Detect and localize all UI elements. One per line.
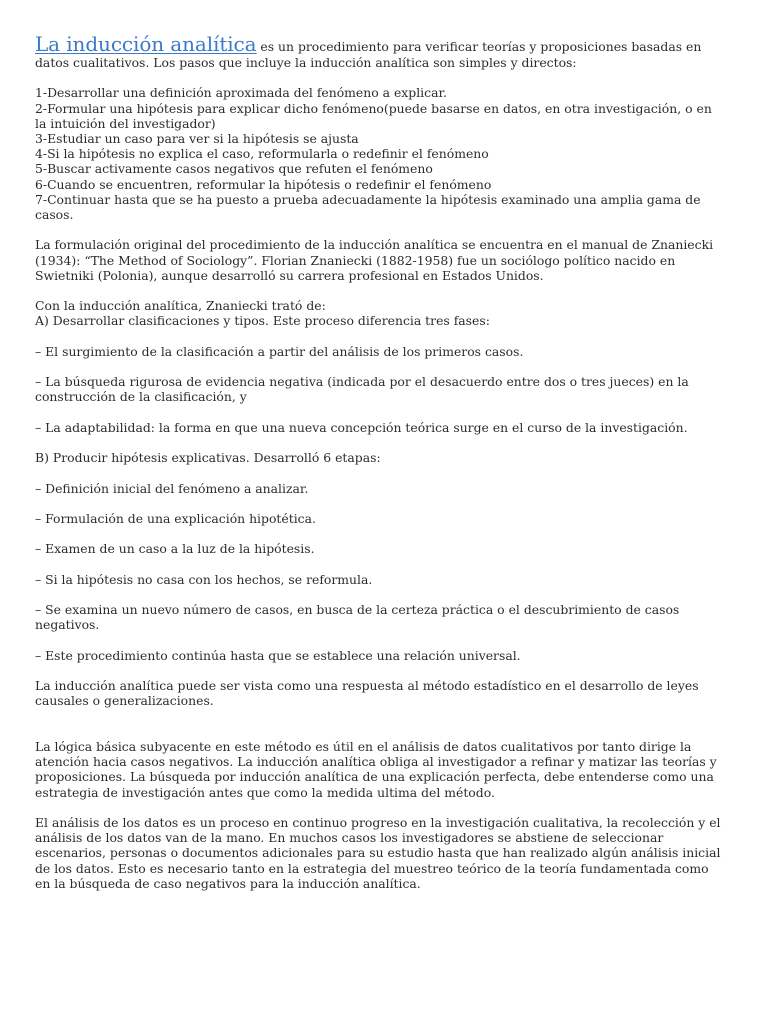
step-item: 5-Buscar activamente casos negativos que refuten el fenómeno: [35, 161, 433, 177]
origin-paragraph: La formulación original del procedimiento de la inducción analítica se encuentra en el manual de Znaniecki (1934): “The Method of Sociology”. Florian Znaniecki (1882-1958) fue un sociólogo político nacido en Swietniki (Polonia), aunque desarrolló su carrera profesional en Estados Unidos.: [35, 237, 714, 283]
spacer: [35, 526, 725, 541]
document-title[interactable]: La inducción analítica: [35, 32, 257, 56]
spacer: [35, 587, 725, 602]
spacer: [35, 222, 725, 237]
spacer: [35, 633, 725, 648]
stage-item: – Este procedimiento continúa hasta que se establece una relación universal.: [35, 647, 521, 663]
section-b-heading: B) Producir hipótesis explicativas. Desarrolló 6 etapas:: [35, 450, 381, 466]
step-item: 2-Formular una hipótesis para explicar dicho fenómeno(puede basarse en datos, en otra investigación, o en la intuición del investigador): [35, 100, 712, 131]
intro-text: es un procedimiento para verificar teorías y proposiciones basadas en datos cualitativos. Los pasos que incluye la inducción analítica son simples y directos:: [35, 39, 702, 70]
step-item: 1-Desarrollar una definición aproximada del fenómeno a explicar.: [35, 85, 447, 101]
stage-item: – Examen de un caso a la luz de la hipótesis.: [35, 541, 315, 557]
step-item: 4-Si la hipótesis no explica el caso, reformularla o redefinir el fenómeno: [35, 146, 489, 162]
stage-item: – Definición inicial del fenómeno a analizar.: [35, 480, 309, 496]
step-item: 3-Estudiar un caso para ver si la hipótesis se ajusta: [35, 131, 359, 146]
spacer: [35, 496, 725, 511]
spacer: [35, 709, 725, 739]
logic-paragraph: La lógica básica subyacente en este método es útil en el análisis de datos cualitativos por tanto dirige la atención hacia casos negativos. La inducción analítica obliga al investigador a refinar y matizar las teorías y proposiciones. La búsqueda por inducción analítica de una explicación perfecta, debe entenderse como una estrategia de investigación antes que como la medida ultima del método.: [35, 738, 717, 800]
steps-list: [35, 85, 725, 222]
stage-item: – Si la hipótesis no casa con los hechos, se reformula.: [35, 571, 373, 587]
spacer: [35, 435, 725, 450]
phase-item: – La búsqueda rigurosa de evidencia negativa (indicada por el desacuerdo entre dos o tres jueces) en la construcción de la clasificación, y: [35, 374, 689, 405]
step-item: 6-Cuando se encuentren, reformular la hipótesis o redefinir el fenómeno: [35, 176, 492, 192]
section-a-heading: A) Desarrollar clasificaciones y tipos. Este proceso diferencia tres fases:: [35, 313, 490, 329]
spacer: [35, 405, 725, 420]
phase-item: – La adaptabilidad: la forma en que una nueva concepción teórica surge en el curso de la investigación.: [35, 419, 688, 435]
spacer: [35, 800, 725, 815]
spacer: [35, 329, 725, 344]
document-page: [35, 33, 725, 891]
spacer: [35, 557, 725, 572]
znaniecki-intro: Con la inducción analítica, Znaniecki trató de:: [35, 298, 326, 314]
intro-paragraph: [35, 33, 725, 70]
spacer: [35, 70, 725, 85]
stage-item: – Se examina un nuevo número de casos, en busca de la certeza práctica o el descubrimiento de casos negativos.: [35, 602, 680, 633]
spacer: [35, 465, 725, 480]
phase-item: – El surgimiento de la clasificación a partir del análisis de los primeros casos.: [35, 343, 524, 359]
spacer: [35, 283, 725, 298]
stage-item: – Formulación de una explicación hipotética.: [35, 510, 316, 526]
response-paragraph: La inducción analítica puede ser vista como una respuesta al método estadístico en el desarrollo de leyes causales o generalizaciones.: [35, 678, 699, 709]
analysis-paragraph: El análisis de los datos es un proceso en continuo progreso en la investigación cualitativa, la recolección y el análisis de los datos van de la mano. En muchos casos los investigadores se abstiene de seleccionar escenarios, personas o documentos adicionales para su estudio hasta que han realizado algún análisis inicial de los datos. Esto es necesario tanto en la estrategia del muestreo teórico de la teoría fundamentada como en la búsqueda de caso negativos para la inducción analítica.: [35, 814, 721, 891]
spacer: [35, 359, 725, 374]
step-item: 7-Continuar hasta que se ha puesto a prueba adecuadamente la hipótesis examinado una amplia gama de casos.: [35, 191, 701, 223]
spacer: [35, 663, 725, 678]
